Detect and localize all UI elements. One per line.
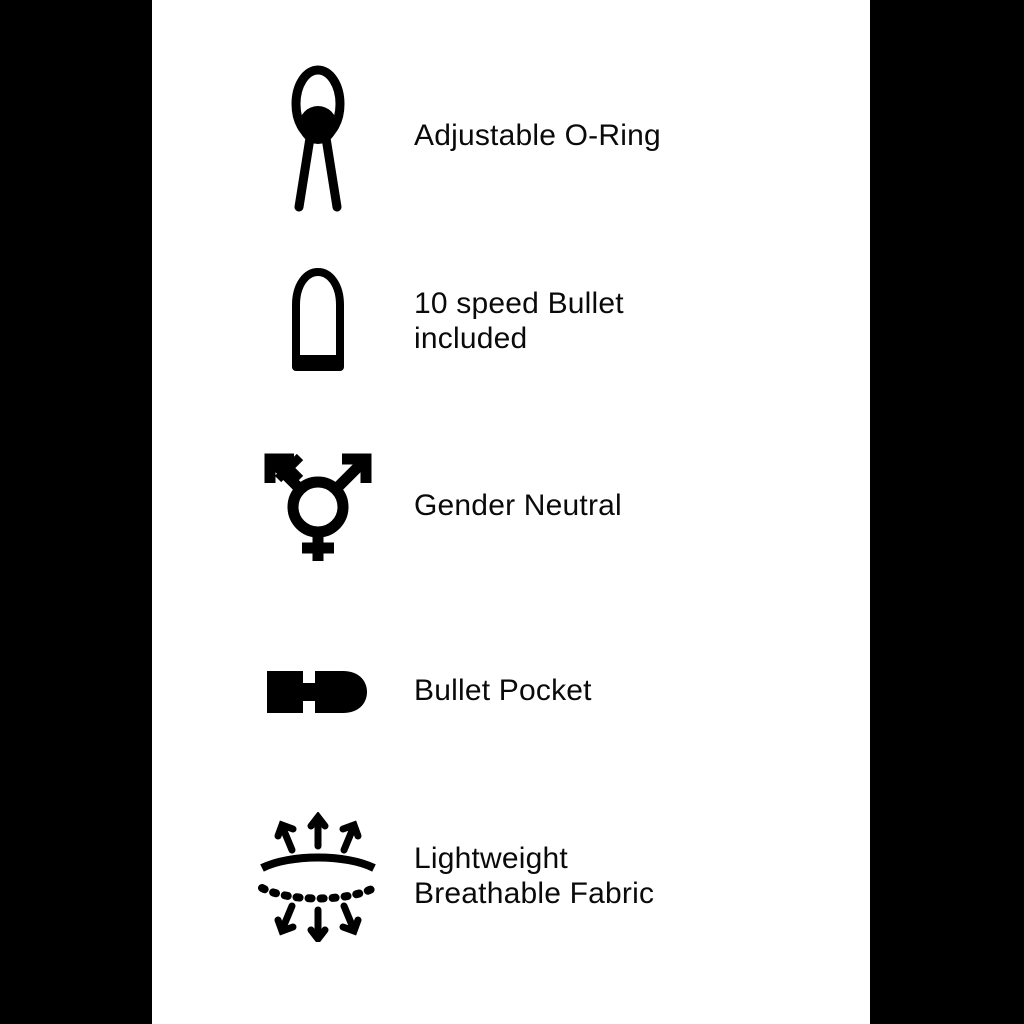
list-item-label-line1: Lightweight bbox=[414, 842, 568, 876]
list-item-label-line1: Bullet Pocket bbox=[414, 674, 592, 708]
list-item-label bbox=[380, 489, 622, 523]
feature-panel bbox=[152, 0, 870, 1024]
feature-list bbox=[152, 0, 870, 1024]
list-item-label-line2: Breathable Fabric bbox=[414, 876, 655, 910]
list-item-label bbox=[380, 287, 624, 355]
list-item-label-line1: Adjustable O-Ring bbox=[414, 119, 661, 153]
breathable-fabric-icon bbox=[256, 797, 380, 957]
list-item-label-line1: Gender Neutral bbox=[414, 489, 622, 523]
list-item bbox=[152, 784, 870, 969]
list-item bbox=[152, 599, 870, 784]
list-item-label-line2: included bbox=[414, 321, 528, 355]
bullet-vibrator-icon bbox=[256, 242, 380, 402]
transgender-symbol-icon bbox=[256, 427, 380, 587]
list-item-label-line1: 10 speed Bullet bbox=[414, 287, 624, 321]
list-item bbox=[152, 414, 870, 599]
list-item-label bbox=[380, 842, 654, 910]
list-item bbox=[152, 44, 870, 229]
list-item-label bbox=[380, 674, 592, 708]
list-item bbox=[152, 229, 870, 414]
bullet-pocket-icon bbox=[256, 612, 380, 772]
adjustable-o-ring-icon bbox=[256, 57, 380, 217]
list-item-label bbox=[380, 119, 661, 153]
